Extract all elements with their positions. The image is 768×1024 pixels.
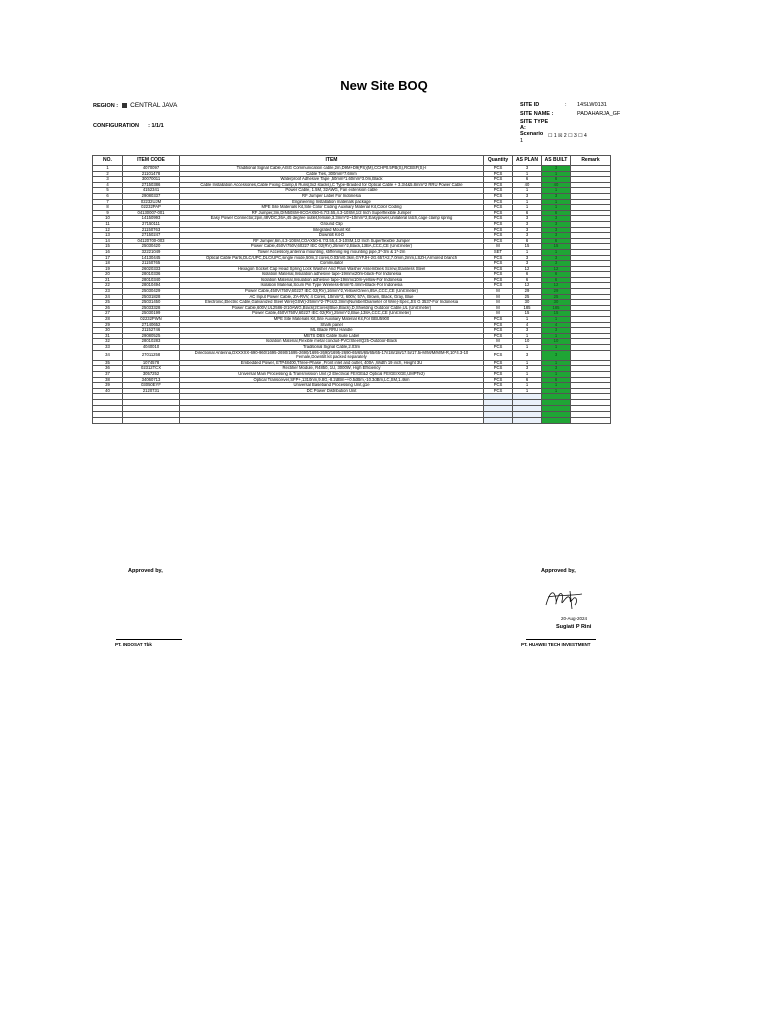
row-number: 40 (93, 388, 123, 394)
site-id-value: 14SLW0131 (577, 102, 607, 108)
item-code: 4152341 (123, 188, 180, 194)
item-description: Power Cable,600V,UL2586-2/10AWG,Black(2Cores)Blue,Black),D,Shielding Outdoor Cable,UL (Unit:meter) (180, 305, 484, 311)
item-description: RF Jumper,3m,DIN50SM-IICOAX50-6.7/3.55,4.3-10SM,1/2 Inch Superflexible Jumper (180, 210, 484, 216)
as-built: 12 (542, 283, 571, 289)
as-built: 4 (542, 322, 571, 328)
header-remark: Remark (571, 156, 611, 166)
scenario-options: ☐ 1 ☒ 2 ☐ 3 ☐ 4 (548, 133, 587, 139)
quantity-unit: PCS (484, 171, 513, 177)
configuration-label: CONFIGURATION (93, 123, 140, 129)
as-plan: 12 (513, 266, 542, 272)
row-number: 15 (93, 244, 123, 250)
approved-by-left: Approved by, (128, 568, 163, 574)
item-code: 21150765 (123, 261, 180, 267)
item-code: 2120731 (123, 388, 180, 394)
as-built: 3 (542, 350, 571, 360)
as-plan: 1 (513, 388, 542, 394)
as-plan: 6 (513, 272, 542, 278)
quantity-unit: PCS (484, 388, 513, 394)
item-code: 28010494 (123, 283, 180, 289)
row-number: 28 (93, 317, 123, 323)
item-code: 25030429 (123, 289, 180, 295)
row-number: 35 (93, 360, 123, 366)
quantity-unit: PCS (484, 283, 513, 289)
as-built: 3 (542, 166, 571, 172)
quantity-unit: PCS (484, 182, 513, 188)
item-code: 04120700-003 (123, 238, 180, 244)
region-row (93, 102, 177, 109)
as-plan: 1 (513, 317, 542, 323)
quantity-unit: PCS (484, 216, 513, 222)
empty-cell (93, 418, 123, 424)
row-number: 31 (93, 333, 123, 339)
item-code: 02232PWN (123, 317, 180, 323)
item-description: RF Jumper Label For Indonesia (180, 193, 484, 199)
item-description: Downtilt Kit-D (180, 233, 484, 239)
row-number: 37 (93, 371, 123, 377)
item-description: Commutator (180, 261, 484, 267)
as-built: 1 (542, 205, 571, 211)
quantity-unit: PCS (484, 261, 513, 267)
document-title: New Site BOQ (340, 78, 428, 93)
item-description: Isolation Material,Flexible metal conduit-PVC/Steel/Q25-Outdoor-Black (180, 339, 484, 345)
item-code: 4040010 (123, 345, 180, 351)
item-description: Easy Power Connector,2pin,48VDC,26A,45 degree outlet,female,3.3mm^2~10mm^2,Easypower,unilateral latch,cage clamp spring (180, 216, 484, 222)
item-description: Isolation Material,Insulation adhesive tape-19mmx10m-yellow-For Indonesia (180, 277, 484, 283)
quantity-unit: PCS (484, 266, 513, 272)
quantity-unit: PCS (484, 210, 513, 216)
row-number: 2 (93, 171, 123, 177)
item-description: Embedded Power, ETP48400,Three-Phase ,Front inlet and outlet, 400A ,Width 19 inch, Height 3U (180, 360, 484, 366)
as-built: 1 (542, 199, 571, 205)
as-built: 6 (542, 238, 571, 244)
company-left: PT. INDOSAT Tbk (115, 642, 152, 647)
as-built: 6 (542, 377, 571, 383)
empty-cell (513, 418, 542, 424)
quantity-unit: PCS (484, 345, 513, 351)
item-code: 25030420 (123, 244, 180, 250)
configuration-row (93, 123, 164, 129)
item-description: Power Cable,450V/750V,60227 IEC 02(RV),25mm^2,Blue,138A,CCC,CE (Unit:meter) (180, 311, 484, 317)
as-built: 3 (542, 255, 571, 261)
region-label: REGION : (93, 103, 119, 109)
quantity-unit: PCS (484, 322, 513, 328)
as-plan: 3 (513, 227, 542, 233)
row-number: 21 (93, 277, 123, 283)
item-description: Directional Antenna,DXXXXX-690-960/1695-2690/1695-2690/1695-2690/1695-2690-65/65/65/65/65-17i/18i/18i/17.5i/17.5i-M/M/M/M/M-R,10*4.3-10 Female,Downtilt kit packed separately (180, 350, 484, 360)
quantity-unit: PCS (484, 277, 513, 283)
row-number: 19 (93, 266, 123, 272)
as-built: 15 (542, 311, 571, 317)
as-built: 6 (542, 210, 571, 216)
item-description: MPE Site Materials Kit,Site Color Coding Auxiliary Material Kit,Color Coding (180, 205, 484, 211)
as-built: 3 (542, 366, 571, 372)
quantity-unit: PCS (484, 193, 513, 199)
row-number: 20 (93, 272, 123, 278)
as-plan: 25 (513, 294, 542, 300)
row-number: 8 (93, 205, 123, 211)
as-plan: 3 (513, 233, 542, 239)
signer-name: Sugiati P Rini (556, 624, 592, 630)
row-number: 1 (93, 166, 123, 172)
row-number: 10 (93, 216, 123, 222)
as-plan: 6 (513, 238, 542, 244)
item-code: 27150386 (123, 182, 180, 188)
quantity-unit: PCS (484, 366, 513, 372)
item-code: 27011258 (123, 350, 180, 360)
as-plan: 6 (513, 210, 542, 216)
signature-line-right (526, 639, 596, 640)
as-plan: 1 (513, 205, 542, 211)
as-plan: 3 (513, 366, 542, 372)
quantity-unit: PCS (484, 166, 513, 172)
row-number: 9 (93, 210, 123, 216)
quantity-unit: M (484, 311, 513, 317)
as-plan: 1 (513, 188, 542, 194)
item-code: 03050EYF (123, 383, 180, 389)
item-description: Universal Baseband Processing Unit,g1e (180, 383, 484, 389)
item-description: DC Power Distribution Unit (180, 388, 484, 394)
table-row-empty (93, 418, 611, 424)
as-built: 30 (542, 300, 571, 306)
item-description: Hexagon Socket Cap Head Spring Lock Washer And Plain Washer Assemblies Screw,Stainless Steel (180, 266, 484, 272)
site-name-value: PADAHARJA_GF (577, 111, 621, 117)
header-item-code: ITEM CODE (123, 156, 180, 166)
row-number: 3 (93, 177, 123, 183)
item-code: 28010283 (123, 339, 180, 345)
item-code: 34060713 (123, 377, 180, 383)
header-no: NO. (93, 156, 123, 166)
item-description: Engineering Installation materials package (180, 199, 484, 205)
item-code: 21101478 (123, 171, 180, 177)
item-description: Tower Accessory,antenna mounting, stiffening leg mounting pipe,3*-3m & 1*-2m (180, 249, 484, 255)
header-quantity: Quantity (484, 156, 513, 166)
item-code: 30070011 (123, 177, 180, 183)
as-plan: 1 (513, 249, 542, 255)
as-built: 1 (542, 383, 571, 389)
item-description: Waterproof Adhesive Tape ,50mm*1.60mm*3.0m,Black (180, 177, 484, 183)
as-built: 6 (542, 272, 571, 278)
item-code: 25031828 (123, 294, 180, 300)
row-number: 7 (93, 199, 123, 205)
quantity-unit: PCS (484, 233, 513, 239)
quantity-unit: SET (484, 249, 513, 255)
checkbox-icon (122, 103, 127, 108)
row-number: 4 (93, 182, 123, 188)
row-number: 13 (93, 233, 123, 239)
as-plan: 6 (513, 377, 542, 383)
quantity-unit: M (484, 300, 513, 306)
as-plan: 3 (513, 328, 542, 334)
approval-date: 20-Aug-2024 (561, 616, 588, 621)
item-description: Power Cable, 1.5M, 32AWG, Fan extension cable (180, 188, 484, 194)
item-code: 14150993 (123, 216, 180, 222)
quantity-unit: PCS (484, 383, 513, 389)
as-plan: 12 (513, 283, 542, 289)
item-code: 02232UJM (123, 199, 180, 205)
signature-line-left (116, 639, 182, 640)
as-plan: 3 (513, 350, 542, 360)
as-plan: 185 (513, 305, 542, 311)
as-plan: 3 (513, 255, 542, 261)
item-code: 21152746 (123, 328, 180, 334)
quantity-unit: PCS (484, 360, 513, 366)
approved-by-right: Approved by, (541, 568, 576, 574)
quantity-unit: PCS (484, 221, 513, 227)
as-built: 6 (542, 177, 571, 183)
as-plan: 1 (513, 171, 542, 177)
region-value: CENTRAL JAVA (130, 102, 178, 109)
item-description: Shark panel (180, 322, 484, 328)
quantity-unit: PCS (484, 238, 513, 244)
as-built: 25 (542, 294, 571, 300)
site-type-label: SITE TYPE A: (520, 119, 549, 131)
as-plan: 10 (513, 339, 542, 345)
as-built: 3 (542, 328, 571, 334)
as-plan: 40 (513, 182, 542, 188)
company-right: PT. HUAWEI TECH INVESTMENT (521, 642, 591, 647)
header-item: ITEM (180, 156, 484, 166)
as-built: 40 (542, 182, 571, 188)
row-number: 23 (93, 289, 123, 295)
table-row (93, 350, 611, 360)
as-built: 1 (542, 345, 571, 351)
as-plan: 1 (513, 371, 542, 377)
quantity-unit: M (484, 339, 513, 345)
item-code: 21150763 (123, 227, 180, 233)
signature-image (542, 585, 590, 613)
row-number: 30 (93, 328, 123, 334)
as-built: 6 (542, 277, 571, 283)
item-description: Cable Installation Accessories,Cable Fixing Clamp,6 Runs(3x2 stacks),C Type-Braided for Optical Cable + 3.3/4&5.8mm^2 RRU Power Cable (180, 182, 484, 188)
as-built: 3 (542, 227, 571, 233)
header-as-plan: AS PLAN (513, 156, 542, 166)
quantity-unit: M (484, 294, 513, 300)
row-number: 27 (93, 311, 123, 317)
scenario-value: 1 (520, 138, 524, 144)
as-plan: 1 (513, 383, 542, 389)
item-description: ML Blade RRU Handle (180, 328, 484, 334)
quantity-unit: PCS (484, 317, 513, 323)
boq-table-body (93, 166, 611, 424)
as-plan: 3 (513, 193, 542, 199)
item-description: Integrated Mount Kit (180, 227, 484, 233)
item-description: RF Jumper,6m,4.3-10SM,COAX50-6.7/3.55,4.3-10SM,1/2 Inch Superflexible Jumper (180, 238, 484, 244)
row-number: 6 (93, 193, 123, 199)
row-number: 39 (93, 383, 123, 389)
item-description: Universal Main Processing & Transmission Unit (2 Electrical FE/GE&2 Optical FE/GE/XGE,UMPTe2) (180, 371, 484, 377)
item-description: Optical Cable Parts,DLC/UPC,DLC/UPC,single mode,50m,2 cores,0.03m/0.3km,GYFJH-2G.657A2,7.0mm,2mm,LSZH,Armored branch (180, 255, 484, 261)
as-plan: 3 (513, 216, 542, 222)
row-number: 11 (93, 221, 123, 227)
row-number: 26 (93, 305, 123, 311)
empty-cell (484, 418, 513, 424)
item-code: 27150111 (123, 221, 180, 227)
as-built: 1 (542, 360, 571, 366)
as-built: 3 (542, 193, 571, 199)
row-number: 18 (93, 261, 123, 267)
item-code: 4070097 (123, 166, 180, 172)
item-code: 02232PAP (123, 205, 180, 211)
quantity-unit: PCS (484, 177, 513, 183)
item-description: Traditional Signal Cable,2.03m (180, 345, 484, 351)
quantity-unit: PCS (484, 333, 513, 339)
as-built: 1 (542, 388, 571, 394)
item-code: 29080525 (123, 333, 180, 339)
item-description: Rectifier Module, R4850, 1U, 3000W, High Efficiency (180, 366, 484, 372)
row-number: 38 (93, 377, 123, 383)
empty-cell (123, 418, 180, 424)
item-description: Isolation Material,Insulation adhesive tape-19mmx20m-black-For Indonesia (180, 272, 484, 278)
site-id-colon: : (565, 102, 567, 108)
item-code: 1074578 (123, 360, 180, 366)
row-number: 34 (93, 350, 123, 360)
row-number: 32 (93, 339, 123, 345)
as-built: 15 (542, 244, 571, 250)
as-built: 3 (542, 233, 571, 239)
as-built: 3 (542, 261, 571, 267)
as-plan: 3 (513, 261, 542, 267)
as-plan: 1 (513, 360, 542, 366)
header-as-built: AS BUILT (542, 156, 571, 166)
item-code: 28010336 (123, 272, 180, 278)
item-description: MBTS DBS Cable Suite Label (180, 333, 484, 339)
as-plan: 30 (513, 300, 542, 306)
item-description: Cable Ties, 300mm*7.6mm (180, 171, 484, 177)
item-code: 27140652 (123, 322, 180, 328)
as-built: 12 (542, 266, 571, 272)
row-number: 33 (93, 345, 123, 351)
item-code: 32221049 (123, 249, 180, 255)
as-built: 1 (542, 249, 571, 255)
site-name-label: SITE NAME : (520, 111, 554, 117)
item-code: 25031450 (123, 300, 180, 306)
quantity-unit: M (484, 289, 513, 295)
row-number: 14 (93, 238, 123, 244)
item-description: AC Input Power Cable, ZA-RVV, 4 Cores, 10mm^2, 600V, 57A, Brown, Black, Gray, Blue (180, 294, 484, 300)
remark (571, 350, 611, 360)
item-code: 28010340 (123, 277, 180, 283)
as-built: 185 (542, 305, 571, 311)
quantity-unit: M (484, 305, 513, 311)
as-plan: 6 (513, 277, 542, 283)
as-built: 10 (542, 339, 571, 345)
as-built: 1 (542, 317, 571, 323)
item-description: Power Cable,450V/750V,60227 IEC 02(RV),16mm^2,Yellow/Green,85A,CCC,CE (Unit:meter) (180, 289, 484, 295)
item-code: 25033328 (123, 305, 180, 311)
quantity-unit: PCS (484, 205, 513, 211)
as-plan: 1 (513, 345, 542, 351)
row-number: 36 (93, 366, 123, 372)
site-id-label: SITE ID (520, 102, 540, 108)
as-built: 3 (542, 216, 571, 222)
as-plan: 3 (513, 221, 542, 227)
item-code: 29080337 (123, 193, 180, 199)
empty-cell (542, 418, 571, 424)
quantity-unit: PCS (484, 199, 513, 205)
item-description: Power Cable,450V/750V,60227 IEC 02(RV),25mm^2,Black,13BA,CCC,CE (Unit:meter) (180, 244, 484, 250)
as-built: 29 (542, 289, 571, 295)
empty-cell (571, 418, 611, 424)
quantity-unit: PCS (484, 188, 513, 194)
as-plan: 1 (513, 199, 542, 205)
scenario-label: Scenario (520, 131, 544, 137)
as-plan: 3 (513, 166, 542, 172)
quantity-unit: PCS (484, 272, 513, 278)
item-code: 27150247 (123, 233, 180, 239)
configuration-value: : 1/1/1 (148, 123, 164, 129)
item-code: 14130445 (123, 255, 180, 261)
item-description: Optical Transceiver,SFP+,1310nm,9.8G,-8.2dBm~+0.5dBm,-10.3dBm,LC,SM,1.4km (180, 377, 484, 383)
as-built: 1 (542, 171, 571, 177)
as-plan: 4 (513, 322, 542, 328)
quantity-unit: PCS (484, 255, 513, 261)
as-built: 1 (542, 371, 571, 377)
empty-cell (180, 418, 484, 424)
row-number: 25 (93, 300, 123, 306)
item-description: Ground Clip (180, 221, 484, 227)
table-header-row (93, 156, 611, 166)
row-number: 29 (93, 322, 123, 328)
boq-table (92, 155, 611, 424)
row-number: 24 (93, 294, 123, 300)
item-code: 02312TCX (123, 366, 180, 372)
row-number: 5 (93, 188, 123, 194)
row-number: 17 (93, 255, 123, 261)
quantity-unit: PCS (484, 227, 513, 233)
quantity-unit: PCS (484, 371, 513, 377)
as-plan: 1 (513, 333, 542, 339)
quantity-unit: PCS (484, 350, 513, 360)
row-number: 22 (93, 283, 123, 289)
item-description: Isolation Material,Scum Pin Type Wireless-8mm*0.4mm-Black-For Indonesia (180, 283, 484, 289)
item-code: 26020333 (123, 266, 180, 272)
as-built: 1 (542, 188, 571, 194)
item-code: 25030199 (123, 311, 180, 317)
quantity-unit: M (484, 244, 513, 250)
row-number: 12 (93, 227, 123, 233)
as-plan: 15 (513, 311, 542, 317)
quantity-unit: PCS (484, 377, 513, 383)
as-plan: 15 (513, 244, 542, 250)
item-description: Traditional Signal Cable,AISG Communication cable,2m,D9M+D9(PS)(M),CCHP0.5PB(S),RCBSF(S)-I (180, 166, 484, 172)
as-plan: 6 (513, 177, 542, 183)
as-plan: 29 (513, 289, 542, 295)
item-code: 3057252 (123, 371, 180, 377)
item-code: 04130007-001 (123, 210, 180, 216)
item-description: MPE Site Materials Kit,Site Auxiliary Material Kit,For BBU5900 (180, 317, 484, 323)
quantity-unit: PCS (484, 328, 513, 334)
as-built: 3 (542, 221, 571, 227)
item-description: Electronic,Electric Cable,Galvanized Steel Wire(GSW)-25mm^2-7Pcs/2.3mm(Number/Diameter of Wire)-Spec,JIS G 3537-For Indonesia (180, 300, 484, 306)
as-built: 1 (542, 333, 571, 339)
row-number: 16 (93, 249, 123, 255)
